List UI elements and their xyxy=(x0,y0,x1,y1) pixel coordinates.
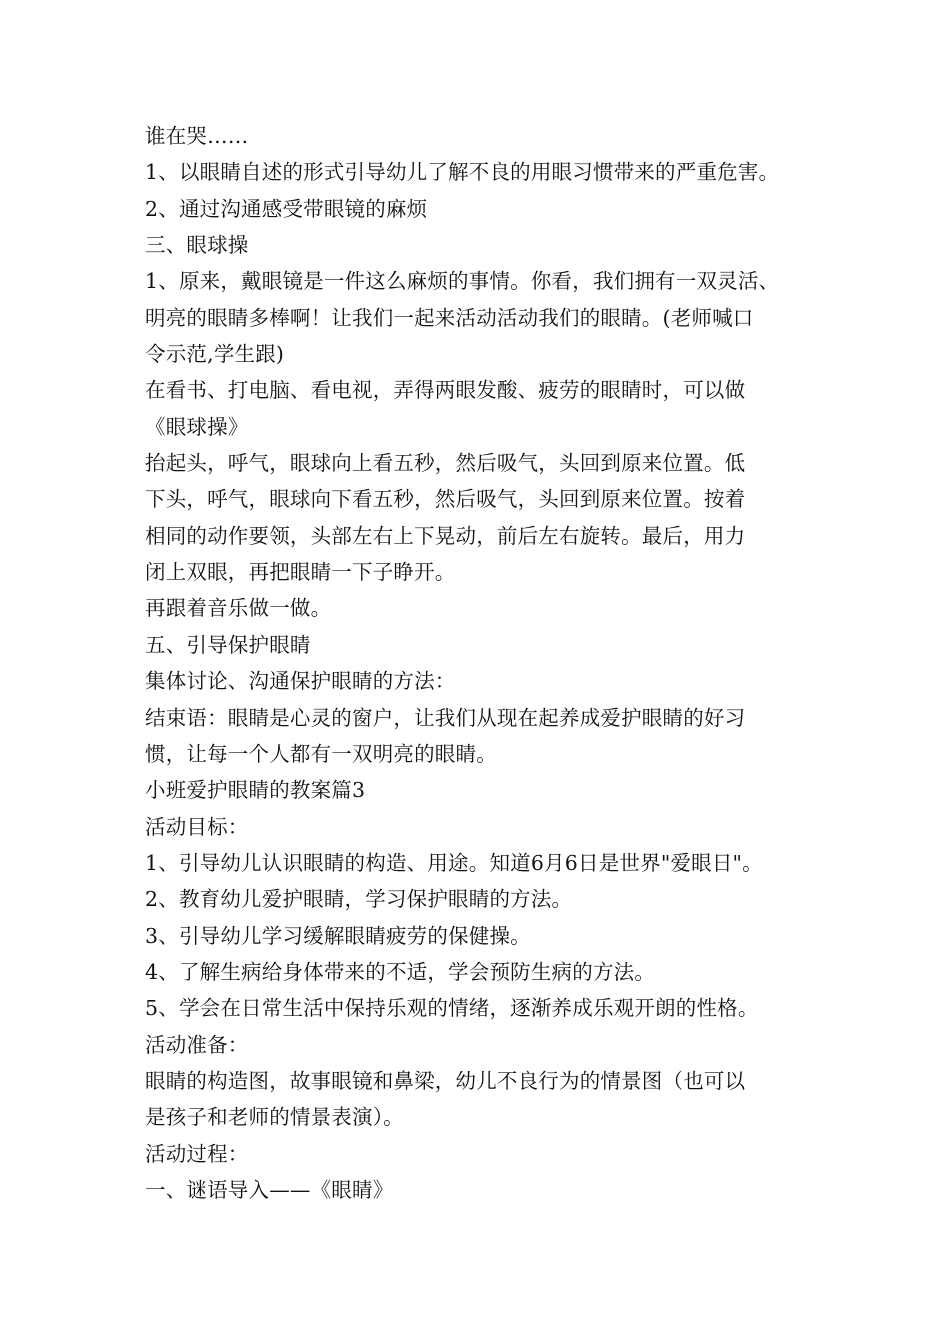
text-line: 1、引导幼儿认识眼睛的构造、用途。知道6月6日是世界"爱眼日"。 xyxy=(145,850,763,875)
section-heading: 活动过程： xyxy=(145,1141,249,1166)
text-line: 抬起头，呼气，眼球向上看五秒，然后吸气，头回到原来位置。低 xyxy=(145,451,746,476)
text-line: 闭上双眼，再把眼睛一下子睁开。 xyxy=(145,560,456,585)
text-line: 相同的动作要领，头部左右上下晃动，前后左右旋转。最后，用力 xyxy=(145,523,746,548)
section-heading: 三、眼球操 xyxy=(145,233,249,258)
text-line: 令示范,学生跟) xyxy=(145,342,285,367)
text-line: 1、以眼睛自述的形式引导幼儿了解不良的用眼习惯带来的严重危害。 xyxy=(145,160,780,185)
text-line: 谁在哭…… xyxy=(145,124,249,148)
text-line: 再跟着音乐做一做。 xyxy=(145,596,332,621)
text-line: 3、引导幼儿学习缓解眼睛疲劳的保健操。 xyxy=(145,923,531,948)
text-line: 惯，让每一个人都有一双明亮的眼睛。 xyxy=(145,741,497,766)
text-line: 2、通过沟通感受带眼镜的麻烦 xyxy=(145,196,428,221)
document-body xyxy=(145,118,835,1208)
text-line: 2、教育幼儿爱护眼睛，学习保护眼睛的方法。 xyxy=(145,887,573,912)
text-line: 1、原来，戴眼镜是一件这么麻烦的事情。你看，我们拥有一双灵活、 xyxy=(145,269,780,294)
text-line: 集体讨论、沟通保护眼睛的方法： xyxy=(145,669,456,694)
text-line: 眼睛的构造图，故事眼镜和鼻梁，幼儿不良行为的情景图（也可以 xyxy=(145,1068,746,1093)
section-heading: 活动目标： xyxy=(145,814,249,839)
article-title: 小班爱护眼睛的教案篇3 xyxy=(145,778,366,803)
text-line: 下头，呼气，眼球向下看五秒，然后吸气，头回到原来位置。按着 xyxy=(145,487,746,512)
section-heading: 一、谜语导入——《眼睛》 xyxy=(145,1177,394,1202)
text-line: 4、了解生病给身体带来的不适，学会预防生病的方法。 xyxy=(145,959,656,984)
section-heading: 活动准备： xyxy=(145,1032,249,1057)
text-line: 5、学会在日常生活中保持乐观的情绪，逐渐养成乐观开朗的性格。 xyxy=(145,996,759,1021)
text-line: 《眼球操》 xyxy=(145,414,249,439)
text-line: 是孩子和老师的情景表演）。 xyxy=(145,1105,404,1130)
section-heading: 五、引导保护眼睛 xyxy=(145,632,311,657)
text-line: 明亮的眼睛多棒啊！让我们一起来活动活动我们的眼睛。(老师喊口 xyxy=(145,305,754,330)
text-line: 在看书、打电脑、看电视，弄得两眼发酸、疲劳的眼睛时，可以做 xyxy=(145,378,746,403)
text-line: 结束语：眼睛是心灵的窗户，让我们从现在起养成爱护眼睛的好习 xyxy=(145,705,746,730)
